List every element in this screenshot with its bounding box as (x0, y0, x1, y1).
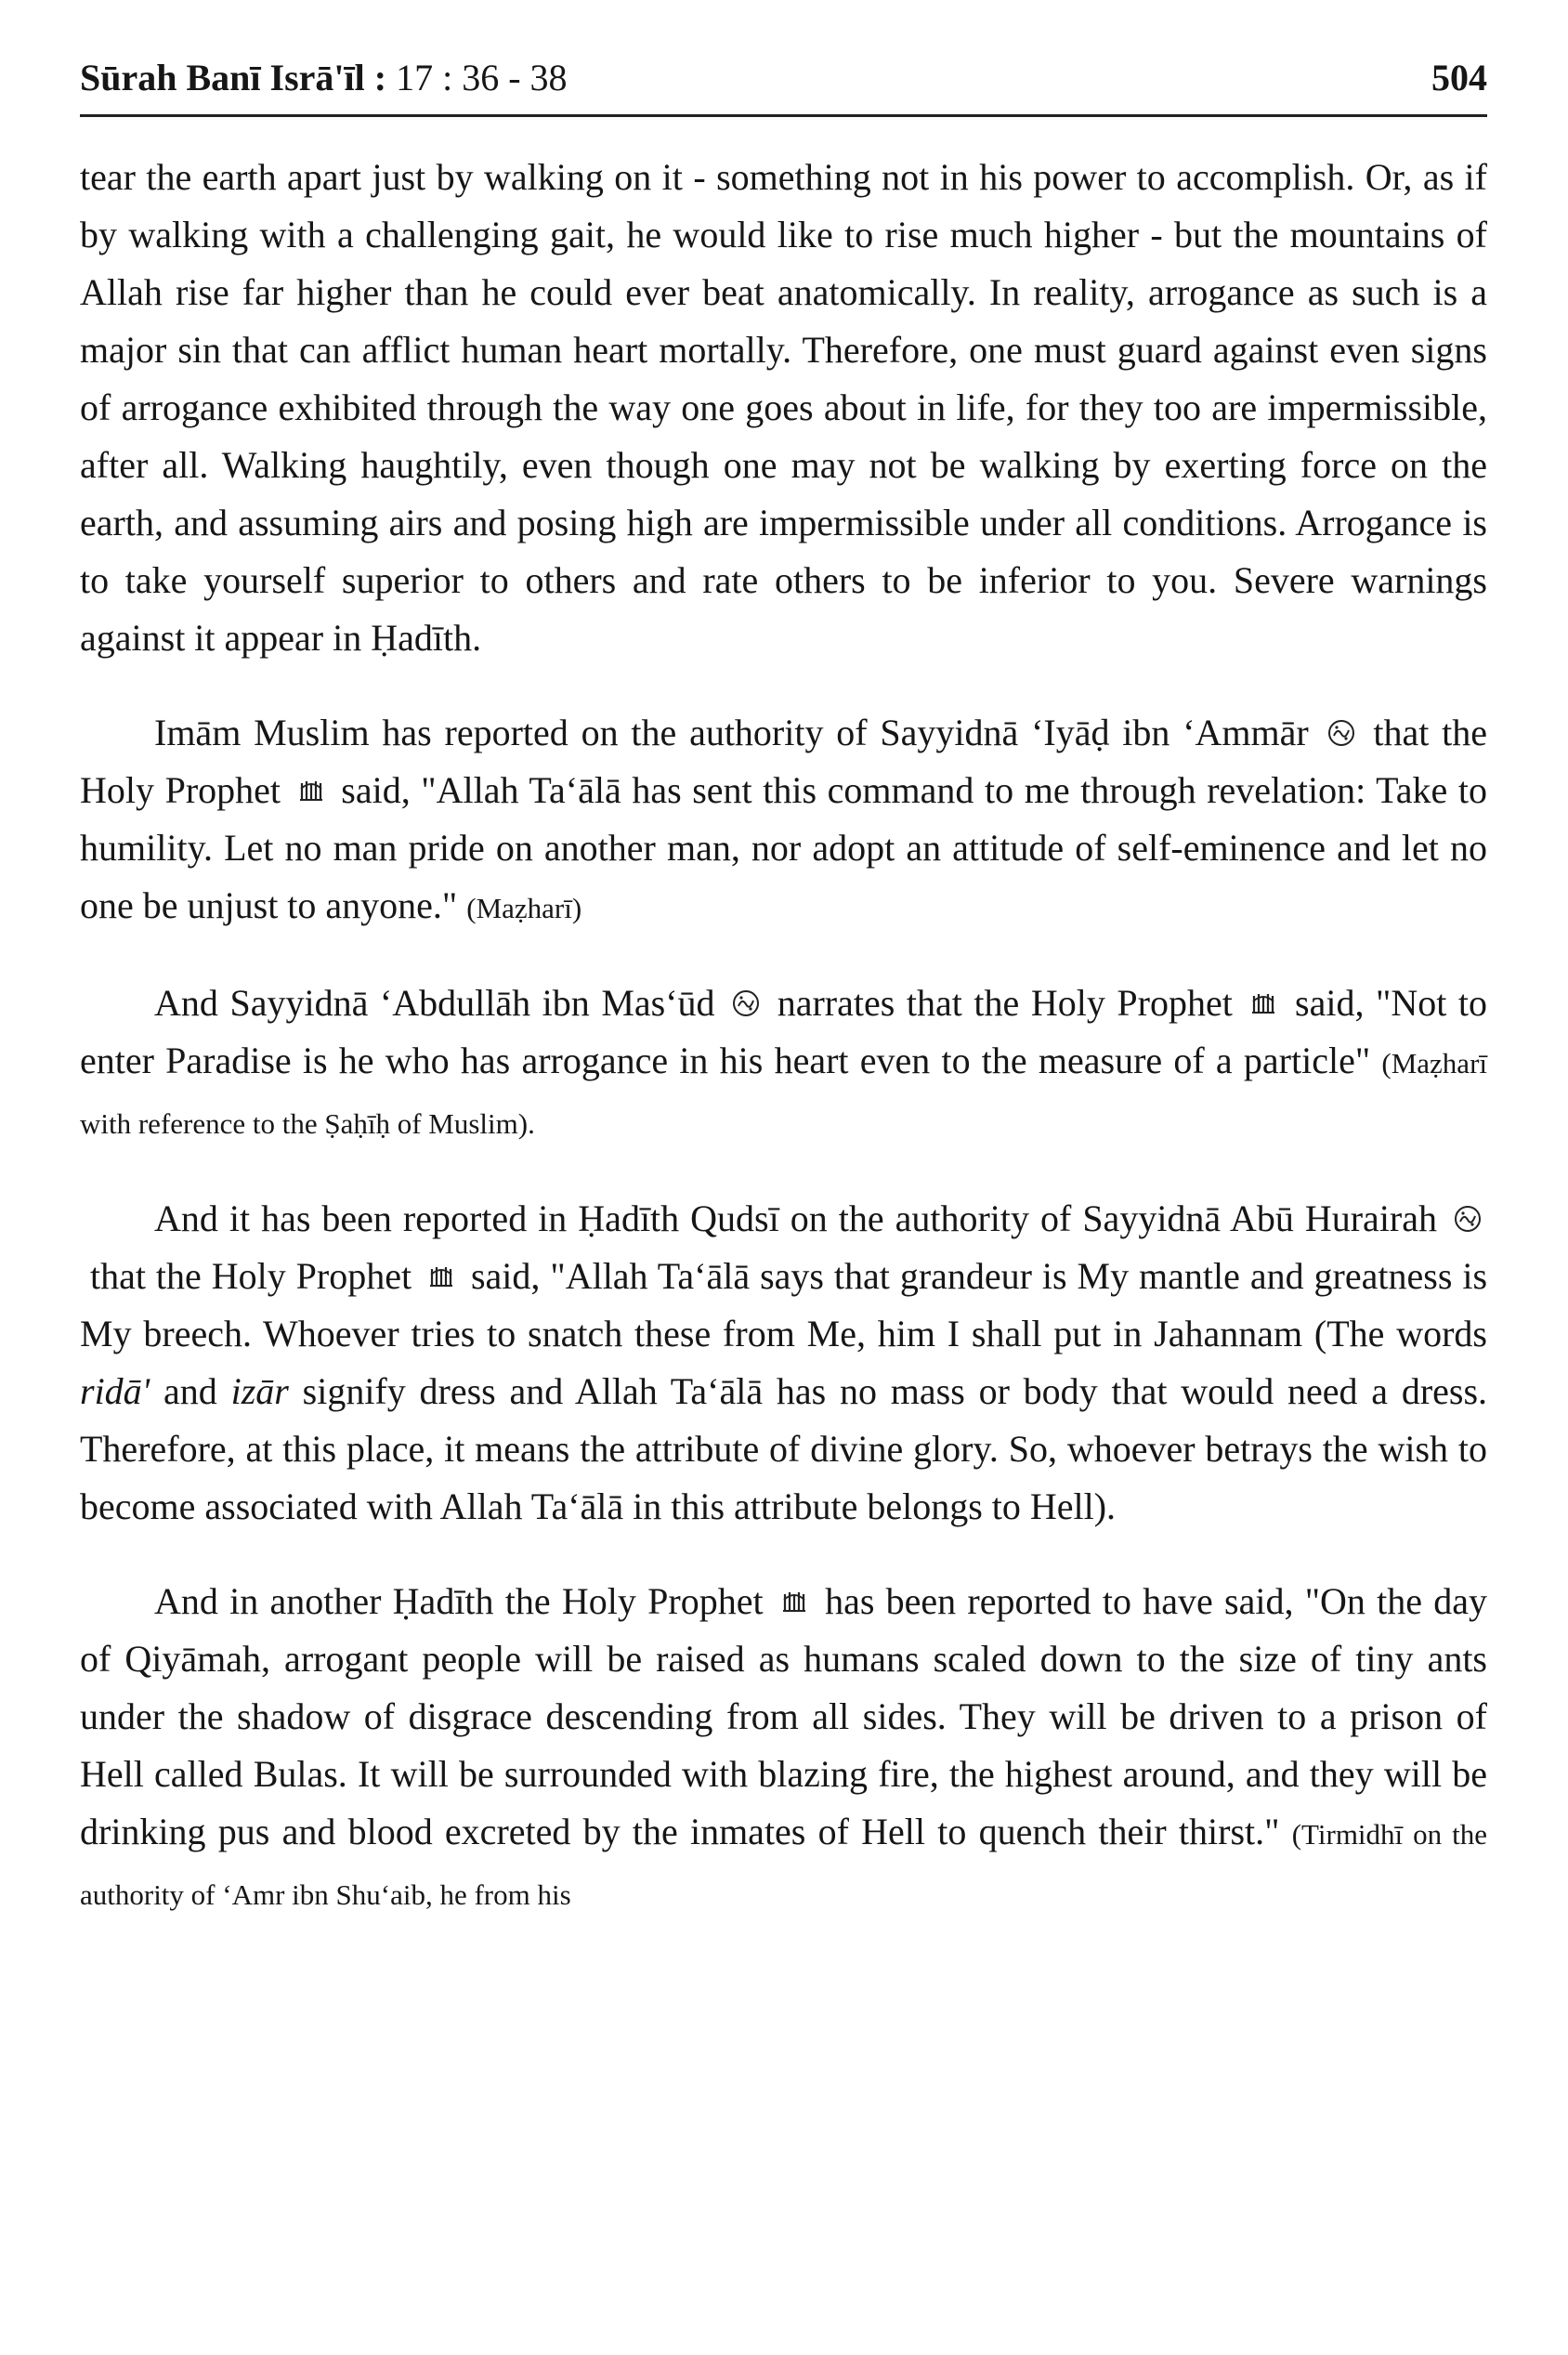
paragraph-text: said, "Allah Ta‘ālā says that grandeur is My mantle and greatness is My breech. Whoever tries to snatch these from Me, him I shall put in Jahannam (The words (80, 1255, 1488, 1354)
citation: (Tirmidhī on the authority of ‘Amr ibn Shu‘aib, he from his (80, 1818, 1488, 1911)
sallallahu-alaihi-wasallam-icon (1248, 988, 1279, 1019)
verse-range: 17 : 36 - 38 (386, 57, 568, 98)
paragraph-text: said, "Allah Ta‘ālā has sent this command to me through revelation: Take to humility. Let no man pride on another man, nor adopt an attitude of self-eminence and let no one be unjust to anyone." (80, 769, 1488, 926)
body-text (80, 149, 1487, 1924)
arabic-term: ridā' (80, 1370, 150, 1412)
paragraph-text: has been reported to have said, "On the day of Qiyāmah, arrogant people will be raised as humans scaled down to the size of tiny ants under the shadow of disgrace descending from all sides. They will be driven to a prison of Hell called Bulas. It will be surrounded with blazing fire, the highest around, and they will be drinking pus and blood excreted by the inmates of Hell to quench their thirst." (80, 1580, 1488, 1852)
paragraph-text: signify dress and Allah Ta‘ālā has no mass or body that would need a dress. Therefore, at this place, it means the attribute of divine glory. So, whoever betrays the wish to become associated with Allah Ta‘ālā in this attribute belongs to Hell). (80, 1370, 1488, 1527)
radiyallahu-anhu-icon (1452, 1203, 1483, 1235)
paragraph-3 (80, 975, 1487, 1153)
paragraph-text: that the Holy Prophet (89, 1255, 412, 1297)
arabic-term: izār (230, 1370, 289, 1412)
surah-name: Sūrah Banī Isrā'īl : (80, 57, 387, 98)
paragraph-text: said, "Not to enter Paradise is he who has arrogance in his heart even to the measure of a particle" (80, 982, 1488, 1081)
citation: (Maẓharī with reference to the Ṣaḥīḥ of Muslim). (80, 1047, 1488, 1140)
paragraph-text: that the Holy Prophet (80, 712, 1487, 811)
paragraph-text: And Sayyidnā ‘Abdullāh ibn Mas‘ūd (154, 982, 715, 1024)
paragraph-text: narrates that the Holy Prophet (777, 982, 1233, 1024)
paragraph-text: and (163, 1370, 217, 1412)
paragraph-text: And in another Ḥadīth the Holy Prophet (154, 1580, 764, 1622)
paragraph-text: And it has been reported in Ḥadīth Qudsī on the authority of Sayyidnā Abū Hurairah (154, 1197, 1438, 1239)
radiyallahu-anhu-icon (730, 988, 762, 1019)
running-header (80, 48, 1487, 106)
sallallahu-alaihi-wasallam-icon (778, 1586, 810, 1617)
radiyallahu-anhu-icon (1326, 717, 1357, 749)
header-rule (80, 114, 1487, 117)
page-number: 504 (1431, 57, 1487, 98)
paragraph-text: Imām Muslim has reported on the authority of Sayyidnā ‘Iyāḍ ibn ‘Ammār (154, 712, 1309, 753)
sallallahu-alaihi-wasallam-icon (295, 775, 327, 806)
citation: (Maẓharī) (466, 892, 582, 924)
paragraph-4 (80, 1190, 1487, 1536)
sallallahu-alaihi-wasallam-icon (425, 1261, 457, 1292)
header-title (80, 56, 568, 100)
paragraph-5 (80, 1573, 1487, 1924)
paragraph-2 (80, 704, 1487, 937)
paragraph-text: tear the earth apart just by walking on it - something not in his power to accomplish. Or, as if by walking with a challenging gait, he would like to rise much higher - but the mountains of Allah rise far higher than he could ever beat anatomically. In reality, arrogance as such is a major sin that can afflict human heart mortally. Therefore, one must guard against even signs of arrogance exhibited through the way one goes about in life, for they too are impermissible, after all. Walking haughtily, even though one may not be walking by exerting force on the earth, and assuming airs and posing high are impermissible under all conditions. Arrogance is to take yourself superior to others and rate others to be inferior to you. Severe warnings against it appear in Ḥadīth. (80, 156, 1487, 659)
paragraph-1 (80, 149, 1487, 667)
